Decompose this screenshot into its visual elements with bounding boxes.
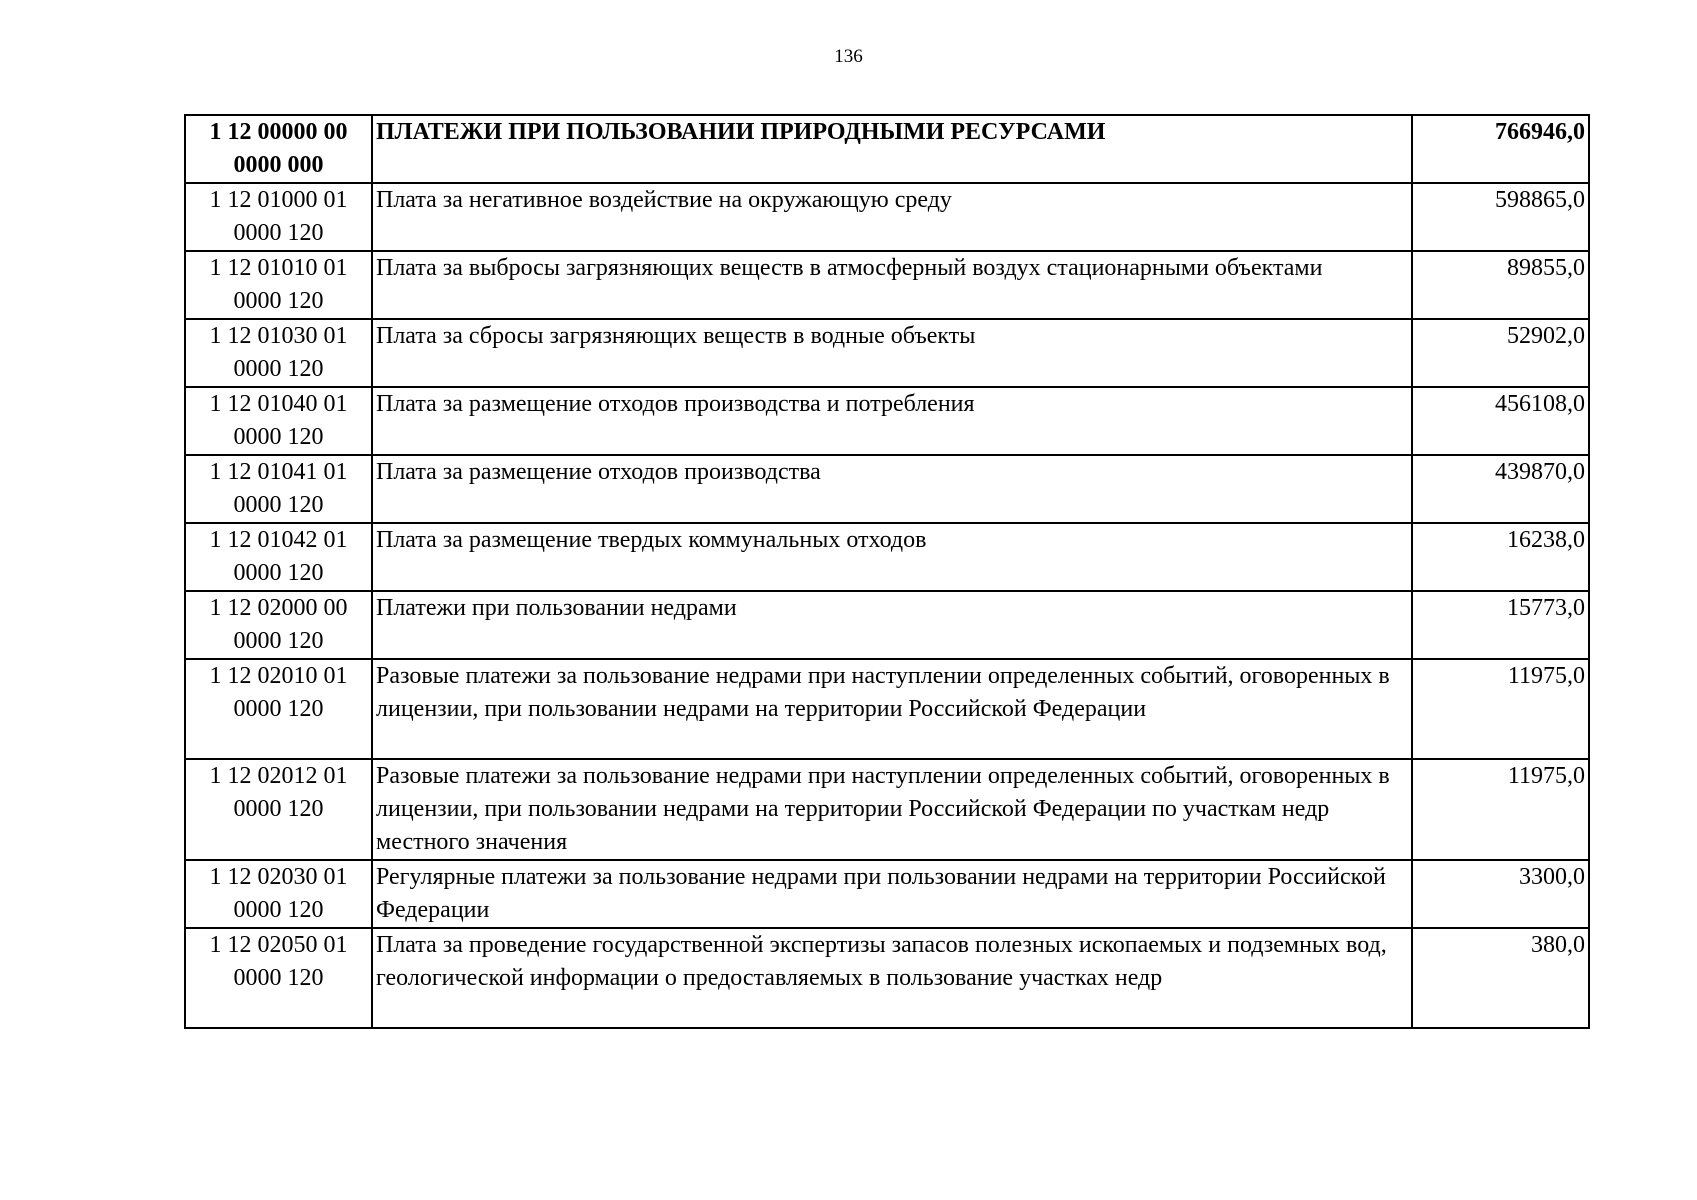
revenue-name: Плата за размещение отходов производства и потребления bbox=[372, 387, 1412, 455]
budget-code: 1 12 02050 01 0000 120 bbox=[185, 928, 372, 1028]
amount: 598865,0 bbox=[1412, 183, 1589, 251]
table-row bbox=[185, 759, 1589, 860]
revenue-name: Плата за размещение отходов производства bbox=[372, 455, 1412, 523]
table-row bbox=[185, 523, 1589, 591]
table-row bbox=[185, 183, 1589, 251]
amount: 11975,0 bbox=[1412, 759, 1589, 860]
budget-code: 1 12 01041 01 0000 120 bbox=[185, 455, 372, 523]
budget-code: 1 12 02000 00 0000 120 bbox=[185, 591, 372, 659]
budget-code: 1 12 02010 01 0000 120 bbox=[185, 659, 372, 759]
revenue-name: Плата за сбросы загрязняющих веществ в водные объекты bbox=[372, 319, 1412, 387]
page-number: 136 bbox=[834, 46, 863, 67]
amount: 439870,0 bbox=[1412, 455, 1589, 523]
amount: 16238,0 bbox=[1412, 523, 1589, 591]
revenue-name: Платежи при пользовании недрами bbox=[372, 591, 1412, 659]
amount: 3300,0 bbox=[1412, 860, 1589, 928]
table-row bbox=[185, 319, 1589, 387]
budget-code: 1 12 01042 01 0000 120 bbox=[185, 523, 372, 591]
revenue-name: Разовые платежи за пользование недрами при наступлении определенных событий, оговоренных в лицензии, при пользовании недрами на территории Российской Федерации по участкам недр местного значения bbox=[372, 759, 1412, 860]
table-row bbox=[185, 591, 1589, 659]
table-row bbox=[185, 928, 1589, 1028]
revenue-name: Разовые платежи за пользование недрами при наступлении определенных событий, оговоренных в лицензии, при пользовании недрами на территории Российской Федерации bbox=[372, 659, 1412, 759]
amount: 766946,0 bbox=[1412, 115, 1589, 183]
budget-code: 1 12 01040 01 0000 120 bbox=[185, 387, 372, 455]
revenue-name: Регулярные платежи за пользование недрами при пользовании недрами на территории Российской Федерации bbox=[372, 860, 1412, 928]
revenue-name: Плата за размещение твердых коммунальных отходов bbox=[372, 523, 1412, 591]
budget-revenue-table bbox=[184, 114, 1590, 1029]
amount: 456108,0 bbox=[1412, 387, 1589, 455]
budget-code: 1 12 02012 01 0000 120 bbox=[185, 759, 372, 860]
table-row bbox=[185, 387, 1589, 455]
table-row bbox=[185, 860, 1589, 928]
table-row bbox=[185, 115, 1589, 183]
budget-code: 1 12 02030 01 0000 120 bbox=[185, 860, 372, 928]
revenue-name: Плата за выбросы загрязняющих веществ в атмосферный воздух стационарными объектами bbox=[372, 251, 1412, 319]
budget-code: 1 12 00000 00 0000 000 bbox=[185, 115, 372, 183]
amount: 11975,0 bbox=[1412, 659, 1589, 759]
table-row bbox=[185, 659, 1589, 759]
amount: 52902,0 bbox=[1412, 319, 1589, 387]
amount: 15773,0 bbox=[1412, 591, 1589, 659]
table-row bbox=[185, 455, 1589, 523]
amount: 380,0 bbox=[1412, 928, 1589, 1028]
revenue-name: Плата за негативное воздействие на окружающую среду bbox=[372, 183, 1412, 251]
amount: 89855,0 bbox=[1412, 251, 1589, 319]
budget-code: 1 12 01010 01 0000 120 bbox=[185, 251, 372, 319]
budget-code: 1 12 01000 01 0000 120 bbox=[185, 183, 372, 251]
table-row bbox=[185, 251, 1589, 319]
revenue-name: ПЛАТЕЖИ ПРИ ПОЛЬЗОВАНИИ ПРИРОДНЫМИ РЕСУРСАМИ bbox=[372, 115, 1412, 183]
budget-code: 1 12 01030 01 0000 120 bbox=[185, 319, 372, 387]
revenue-name: Плата за проведение государственной экспертизы запасов полезных ископаемых и подземных вод, геологической информации о предоставляемых в пользование участках недр bbox=[372, 928, 1412, 1028]
